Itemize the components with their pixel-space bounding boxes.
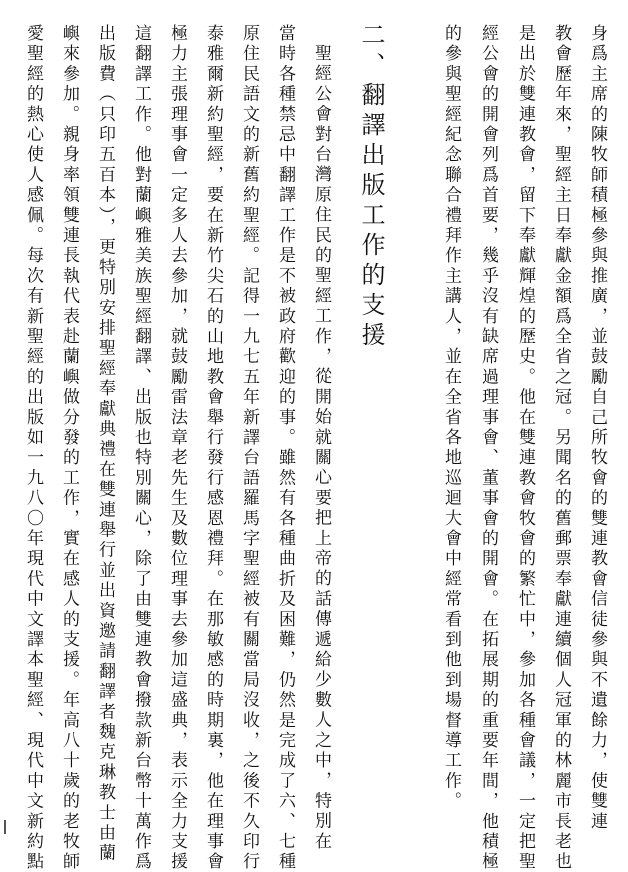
section-heading: 二、翻譯出版工作的支援	[357, 22, 385, 352]
text-column-11: 這翻譯工作。他對蘭嶼雅美族聖經翻譯、出版也特別關心，除了由雙連教會撥款新台幣十萬作爲	[131, 24, 151, 872]
text-column-8: 原住民語文的新舊約聖經。記得一九七五年新譯台語羅馬字聖經被有關當局沒收，之後不久印行	[239, 24, 259, 872]
text-column-1: 身爲主席的陳牧師積極參與推廣，並鼓勵自己所牧會的雙連教會信徒參與不遺餘力，使雙連	[587, 24, 607, 832]
text-column-2: 教會歷年來，聖經主日奉獻金額爲全省之冠。另聞名的舊郵票奉獻連續個人冠軍的林麗市長老也	[551, 24, 571, 872]
text-column-10: 極力主張理事會一定多人去參加，就鼓勵雷法章老先生及數位理事去參加這盛典，表示全力支援	[167, 24, 187, 872]
text-column-12: 出版費（只印五百本），更特別安排聖經奉獻典禮在雙連舉行並出資邀請翻譯者魏克琳教士由蘭	[95, 24, 115, 864]
text-column-14: 愛聖經的熱心使人感佩。每次有新聖經的出版如一九八〇年現代中文譯本聖經、現代中文新約點	[23, 24, 43, 872]
text-column-3: 是出於雙連教會，留下奉獻輝煌的歷史。他在雙連教會牧會的繁忙中，參加各種會議，一定把聖	[515, 24, 535, 872]
text-column-6: 聖經公會對台灣原住民的聖經工作，從開始就關心要把上帝的話傳遞給少數人之中，特別在	[311, 44, 331, 852]
text-column-5: 的參與聖經紀念聯合禮拜作主講人，並在全省各地巡迴大會中經常看到他到場督導工作。	[441, 24, 461, 812]
text-column-7: 當時各種禁忌中翻譯工作是不被政府歡迎的事。雖然有各種曲折及困難，仍然是完成了六、七種	[275, 24, 295, 872]
text-column-9: 泰雅爾新約聖經，要在新竹尖石的山地教會舉行發行感恩禮拜。在那敏感的時期裏，他在理事會	[203, 24, 223, 872]
page-edge-mark	[4, 820, 6, 834]
text-column-13: 嶼來參加。親身率領雙連長執代表赴蘭嶼做分發的工作，實在感人的支援。年高八十歲的老牧師	[59, 24, 79, 872]
text-column-4: 經公會的開會列爲首要，幾乎沒有缺席過理事會、董事會的開會。在拓展期的重要年間，他積極	[478, 24, 498, 872]
